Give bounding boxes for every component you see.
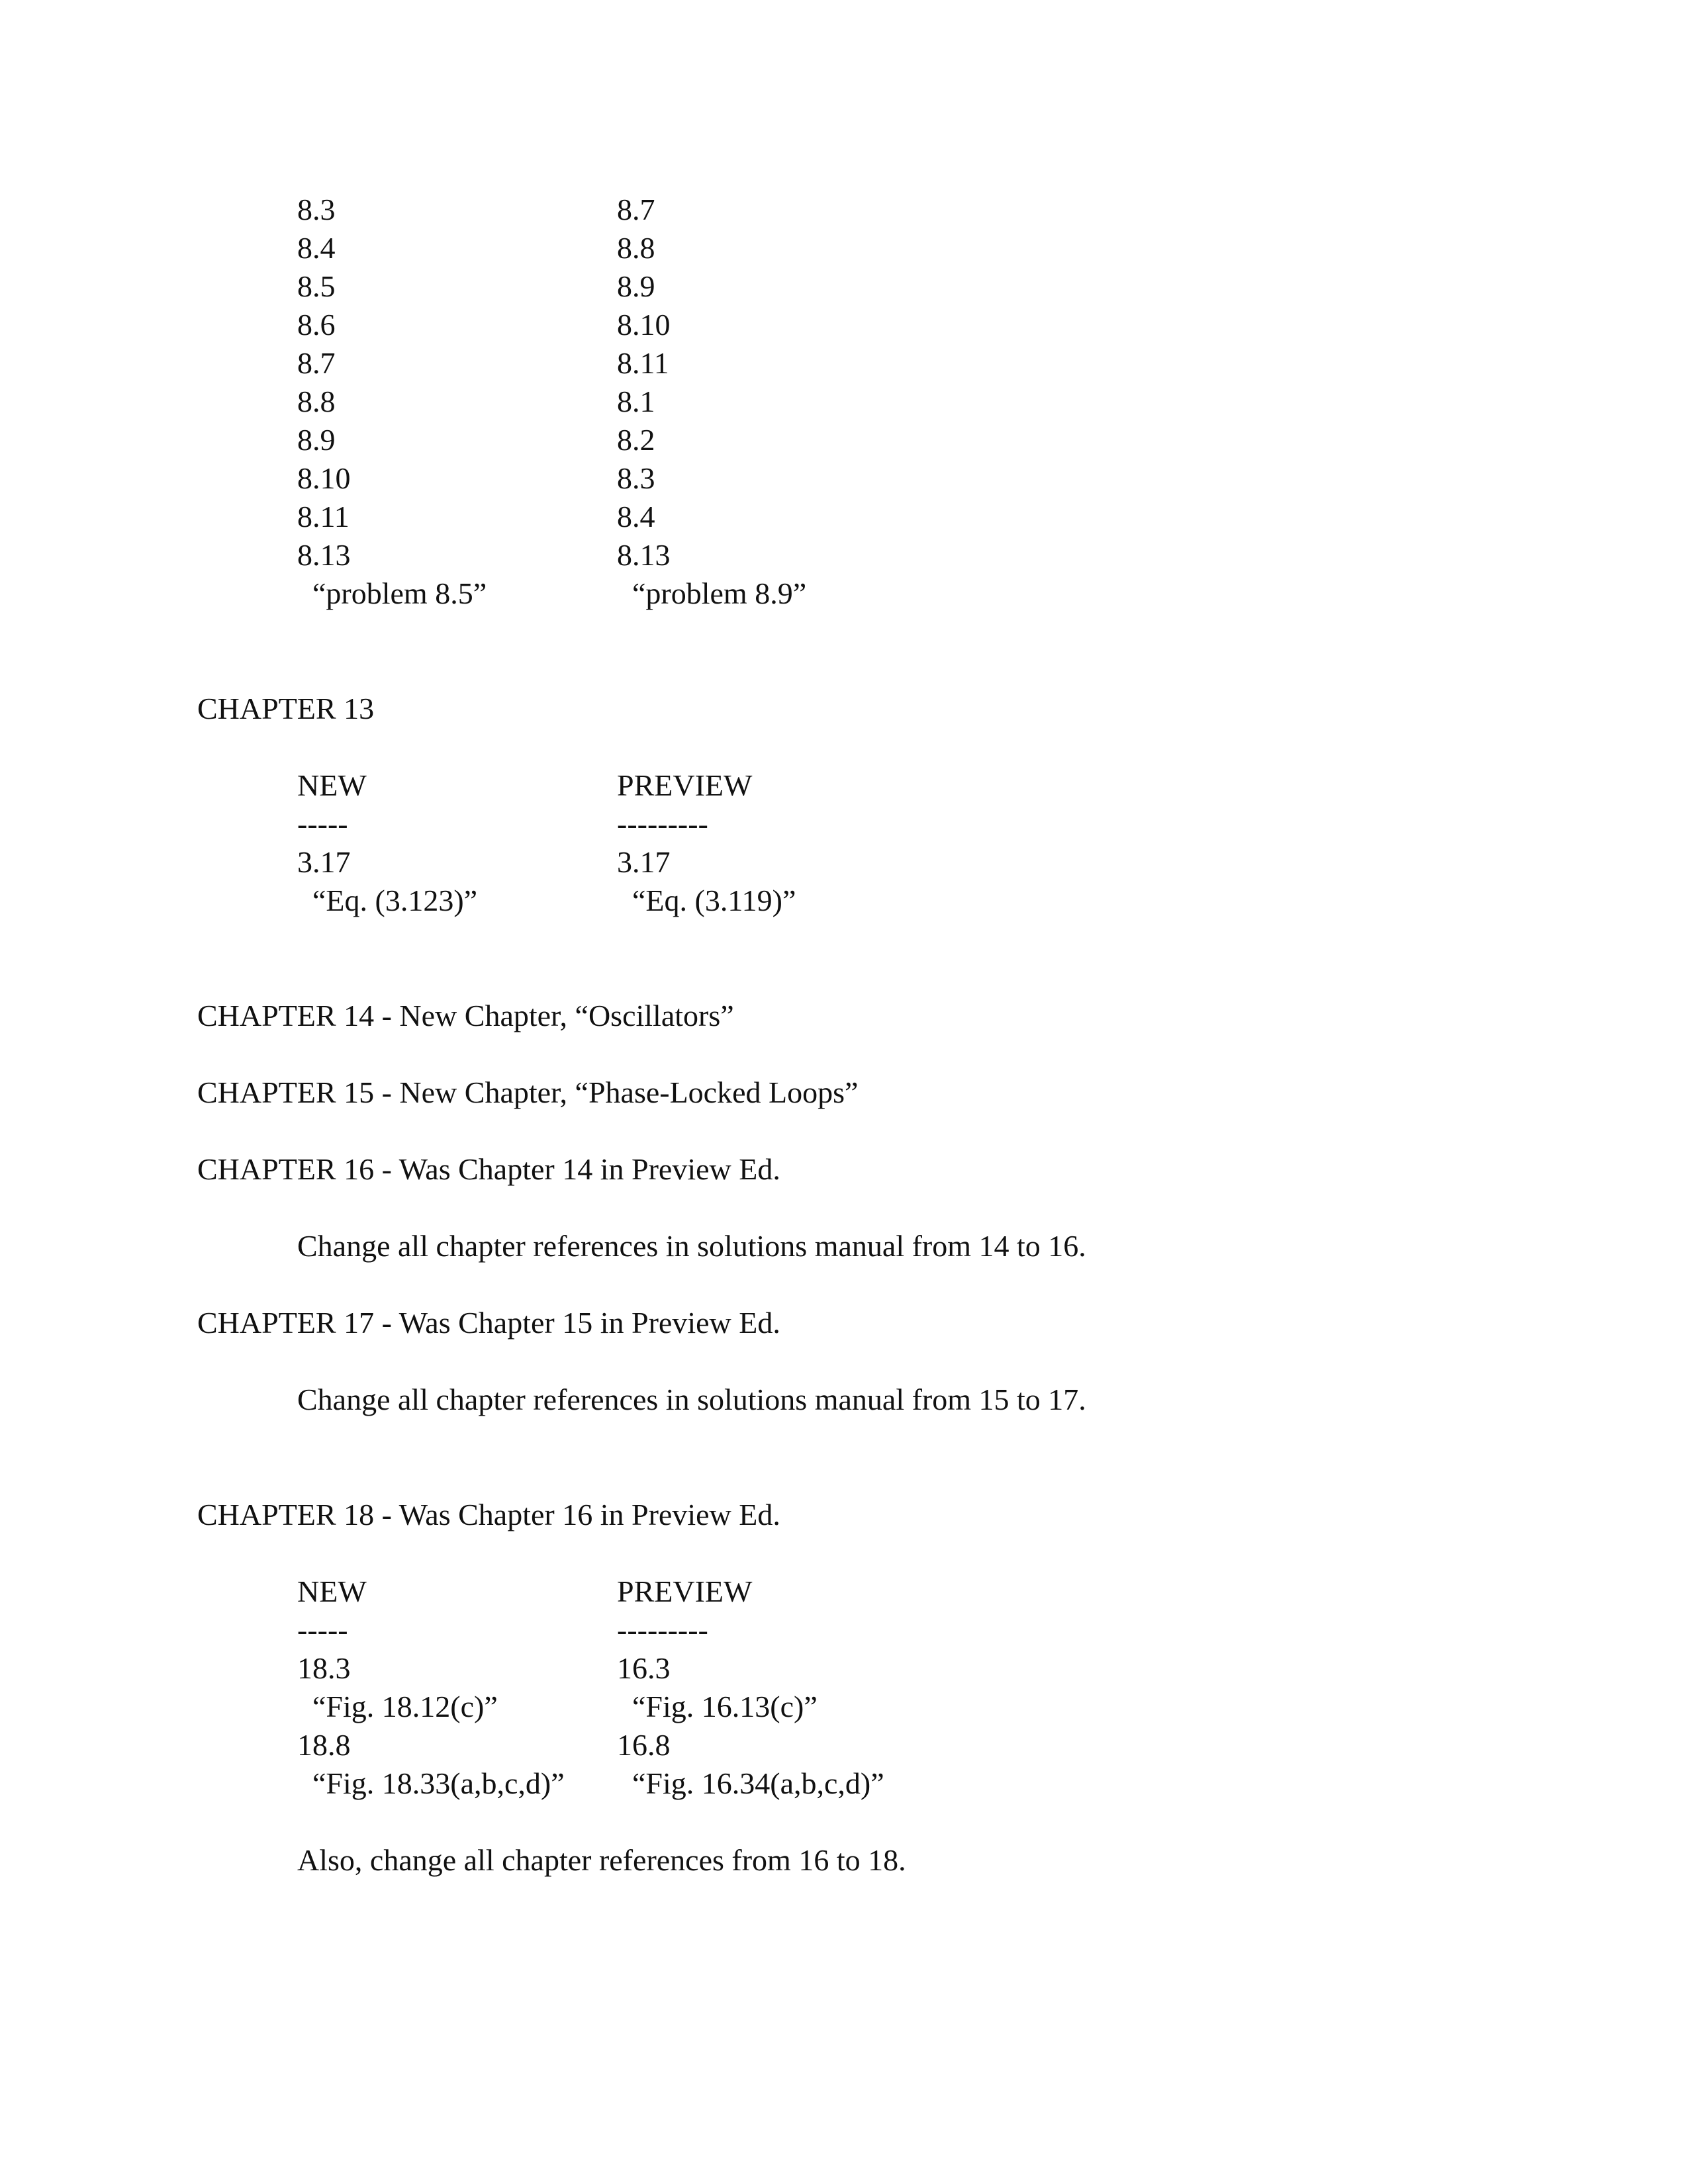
table-cell-preview: 16.3: [617, 1651, 671, 1685]
table-cell-preview: 8.7: [617, 193, 655, 226]
column-header-new: NEW: [297, 1574, 367, 1608]
chapter-17-note: Change all chapter references in solutions manual from 15 to 17.: [297, 1383, 1086, 1416]
table-cell-preview: 8.11: [617, 346, 669, 380]
table-cell-preview: “Fig. 16.34(a,b,c,d)”: [617, 1766, 884, 1800]
chapter-heading: CHAPTER 18 - Was Chapter 16 in Preview Ed.: [197, 1498, 780, 1531]
table-cell-preview: “Fig. 16.13(c)”: [617, 1690, 818, 1723]
table-cell-new: 8.7: [297, 346, 336, 380]
chapter-15-heading: CHAPTER 15 - New Chapter, “Phase-Locked Loops”: [197, 1075, 859, 1109]
column-rule-preview: ---------: [617, 807, 708, 841]
table-cell-new: 8.3: [297, 193, 336, 226]
table-cell-new: 8.6: [297, 308, 336, 341]
chapter-14-heading: CHAPTER 14 - New Chapter, “Oscillators”: [197, 999, 734, 1032]
table-cell-new: 18.8: [297, 1728, 351, 1762]
table-cell-preview: 16.8: [617, 1728, 671, 1762]
table-cell-new: “Fig. 18.12(c)”: [297, 1690, 498, 1723]
column-header-new: NEW: [297, 768, 367, 802]
chapter-17-heading: CHAPTER 17 - Was Chapter 15 in Preview Ed.: [197, 1306, 780, 1340]
column-rule-new: -----: [297, 807, 348, 841]
column-header-preview: PREVIEW: [617, 768, 753, 802]
table-cell-preview: 3.17: [617, 845, 671, 879]
table-cell-preview: 8.10: [617, 308, 671, 341]
table-cell-new: 8.11: [297, 500, 350, 533]
table-cell-preview: “problem 8.9”: [617, 576, 807, 610]
column-rule-new: -----: [297, 1613, 348, 1647]
table-cell-preview: 8.1: [617, 385, 655, 418]
table-cell-preview: 8.9: [617, 269, 655, 303]
table-cell-preview: 8.8: [617, 231, 655, 265]
table-cell-new: 8.13: [297, 538, 351, 572]
table-cell-preview: 8.13: [617, 538, 671, 572]
chapter-16-heading: CHAPTER 16 - Was Chapter 14 in Preview Ed.: [197, 1152, 780, 1186]
chapter-16-note: Change all chapter references in solutions manual from 14 to 16.: [297, 1229, 1086, 1263]
chapter-heading: CHAPTER 13: [197, 692, 375, 725]
table-cell-new: 3.17: [297, 845, 351, 879]
table-cell-new: 8.4: [297, 231, 336, 265]
table-cell-preview: 8.2: [617, 423, 655, 457]
column-rule-preview: ---------: [617, 1613, 708, 1647]
table-cell-new: “Eq. (3.123)”: [297, 884, 478, 917]
table-cell-preview: 8.4: [617, 500, 655, 533]
table-cell-new: “problem 8.5”: [297, 576, 487, 610]
table-cell-preview: “Eq. (3.119)”: [617, 884, 796, 917]
table-cell-new: 18.3: [297, 1651, 351, 1685]
table-cell-new: 8.8: [297, 385, 336, 418]
table-cell-new: 8.10: [297, 461, 351, 495]
table-cell-preview: 8.3: [617, 461, 655, 495]
column-header-preview: PREVIEW: [617, 1574, 753, 1608]
table-cell-new: “Fig. 18.33(a,b,c,d)”: [297, 1766, 565, 1800]
chapter-18-note: Also, change all chapter references from 16 to 18.: [297, 1843, 906, 1877]
table-cell-new: 8.9: [297, 423, 336, 457]
table-cell-new: 8.5: [297, 269, 336, 303]
